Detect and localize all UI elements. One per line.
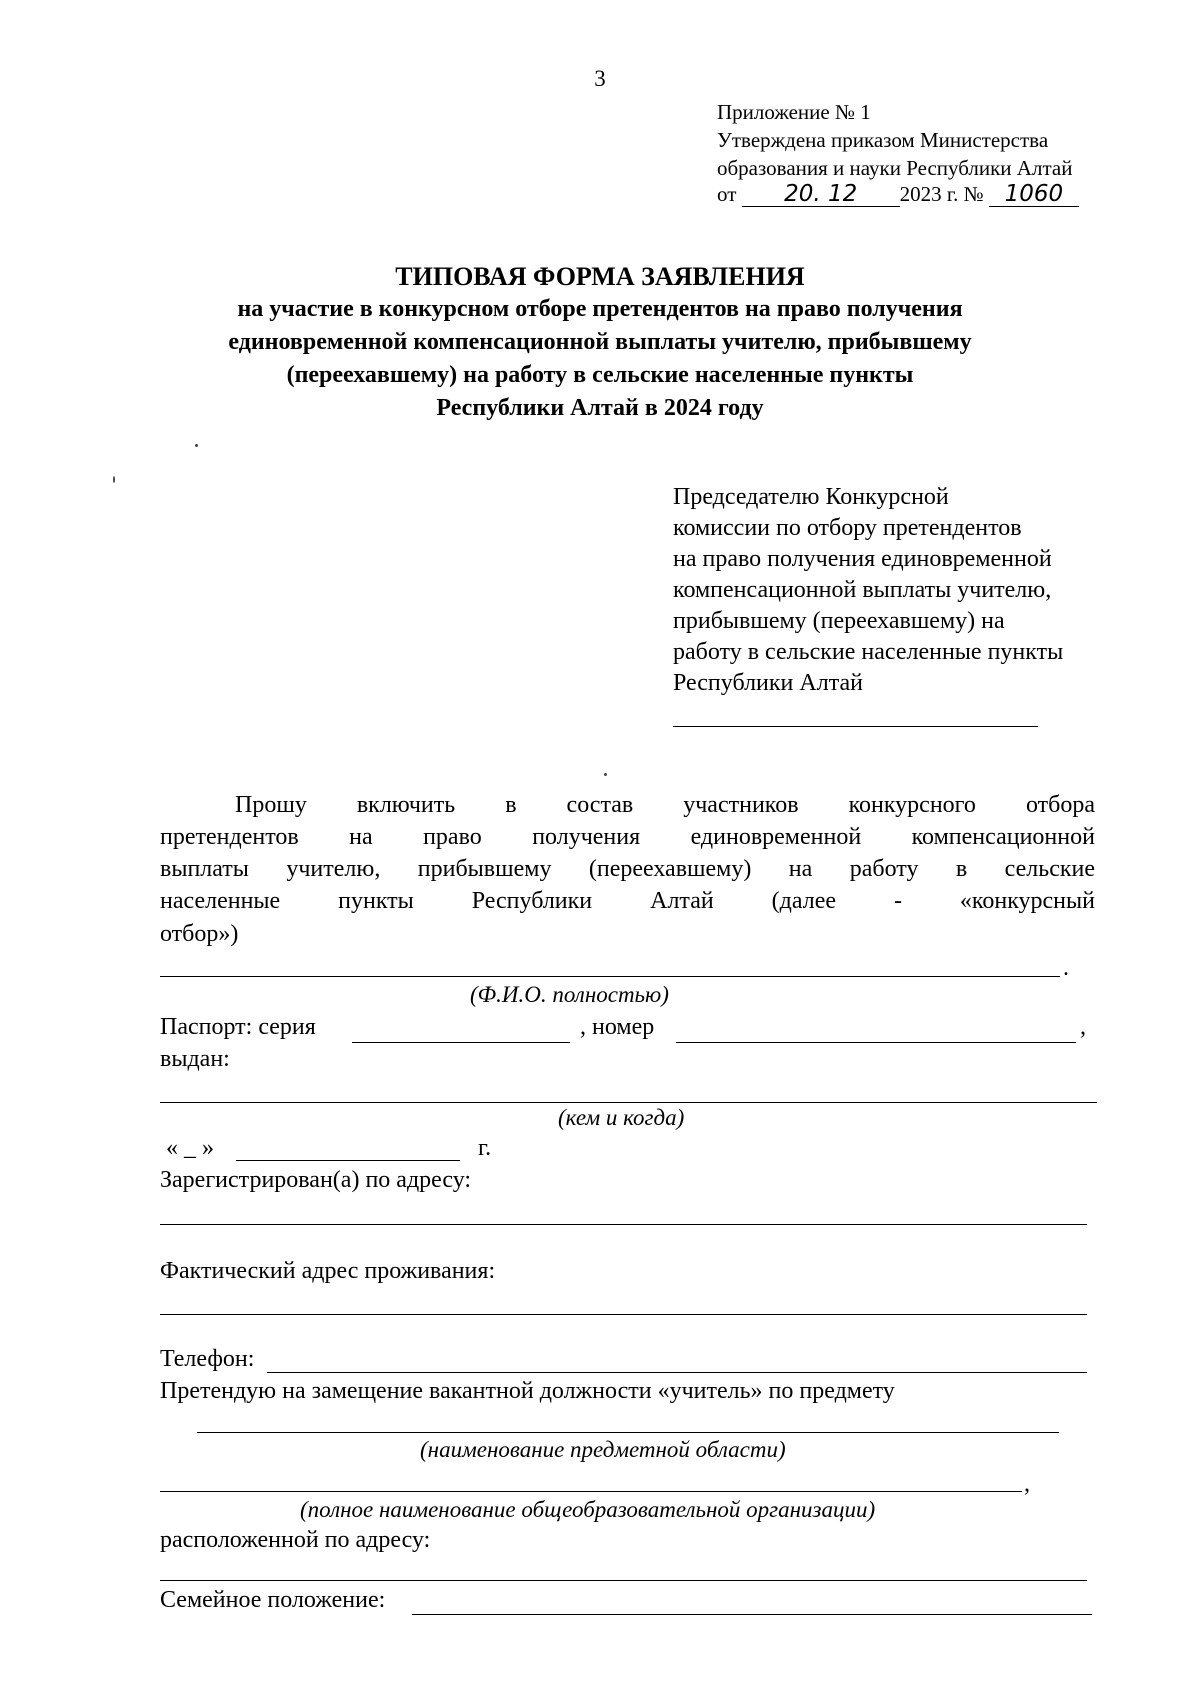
word: в bbox=[955, 856, 968, 882]
title-line-4: Республики Алтай в 2024 году bbox=[436, 395, 764, 421]
word: учителю, bbox=[286, 856, 381, 882]
word: право bbox=[423, 824, 482, 850]
family-status-label: Семейное положение: bbox=[160, 1587, 386, 1613]
word: единовременной bbox=[690, 824, 862, 850]
addressee-line: компенсационной выплаты учителю, bbox=[673, 577, 1052, 603]
addressee-line: прибывшему (переехавшему) на bbox=[673, 608, 1005, 634]
actual-address-field[interactable] bbox=[160, 1314, 1087, 1315]
document-title bbox=[0, 260, 1200, 425]
passport-comma: , bbox=[1080, 1014, 1086, 1040]
phone-label: Телефон: bbox=[160, 1346, 255, 1372]
passport-series-field[interactable] bbox=[352, 1042, 570, 1043]
scan-speck bbox=[195, 444, 198, 447]
handwritten-order-number: 1060 bbox=[989, 182, 1079, 207]
fio-period: . bbox=[1063, 955, 1069, 981]
organization-caption: (полное наименование общеобразовательной организации) bbox=[300, 1497, 876, 1522]
month-field[interactable] bbox=[236, 1160, 460, 1161]
title-line-2: единовременной компенсационной выплаты учителю, прибывшему bbox=[228, 329, 972, 355]
scan-speck bbox=[113, 476, 115, 483]
position-text: Претендую на замещение вакантной должности «учитель» по предмету bbox=[160, 1378, 895, 1404]
date-prefix: от bbox=[717, 182, 737, 206]
chairman-name-line[interactable] bbox=[673, 726, 1038, 727]
date-open-quote: « bbox=[166, 1135, 178, 1161]
fio-field[interactable] bbox=[160, 976, 1060, 977]
day-field[interactable]: _ bbox=[184, 1135, 196, 1161]
phone-field[interactable] bbox=[267, 1372, 1087, 1373]
word: пункты bbox=[338, 888, 414, 914]
word: сельские bbox=[1004, 856, 1095, 882]
word: прибывшему bbox=[417, 856, 552, 882]
addressee-line: на право получения единовременной bbox=[673, 546, 1052, 572]
issue-date-line bbox=[166, 1135, 214, 1162]
title-main: ТИПОВАЯ ФОРМА ЗАЯВЛЕНИЯ bbox=[395, 262, 805, 291]
addressee-line: комиссии по отбору претендентов bbox=[673, 515, 1022, 541]
addressee-line: Республики Алтай bbox=[673, 670, 863, 696]
word: на bbox=[788, 856, 813, 882]
word: населенные bbox=[160, 888, 281, 914]
request-line-3 bbox=[160, 856, 1095, 883]
word: «конкурсный bbox=[959, 888, 1095, 914]
word: участников bbox=[683, 792, 799, 818]
word: на bbox=[349, 824, 373, 850]
organization-comma: , bbox=[1024, 1471, 1030, 1497]
passport-number-label: , номер bbox=[580, 1014, 655, 1040]
word: конкурсного bbox=[848, 792, 976, 818]
request-line-5: отбор») bbox=[160, 921, 239, 947]
word: работу bbox=[849, 856, 919, 882]
addressee-line: работу в сельские населенные пункты bbox=[673, 639, 1064, 665]
actual-address-label: Фактический адрес проживания: bbox=[160, 1258, 496, 1284]
located-address-label: расположенной по адресу: bbox=[160, 1527, 431, 1553]
word: Прошу bbox=[235, 792, 307, 818]
appendix-date-line bbox=[717, 180, 1079, 208]
word: выплаты bbox=[160, 856, 249, 882]
word: компенсационной bbox=[911, 824, 1095, 850]
subject-caption: (наименование предметной области) bbox=[420, 1437, 786, 1462]
fio-caption: (Ф.И.О. полностью) bbox=[470, 982, 669, 1007]
word: в bbox=[505, 792, 517, 818]
date-close-quote: » bbox=[202, 1135, 214, 1161]
family-status-field[interactable] bbox=[412, 1614, 1092, 1615]
word: (далее bbox=[771, 888, 837, 914]
registered-address-field[interactable] bbox=[160, 1224, 1087, 1225]
page-number: 3 bbox=[594, 66, 606, 91]
addressee-line: Председателю Конкурсной bbox=[673, 484, 949, 510]
handwritten-date: 20. 12 bbox=[742, 182, 900, 207]
scan-speck bbox=[604, 773, 607, 776]
addressee-block bbox=[673, 482, 1063, 699]
word: - bbox=[893, 888, 902, 914]
issued-caption: (кем и когда) bbox=[558, 1105, 685, 1130]
registered-address-label: Зарегистрирован(а) по адресу: bbox=[160, 1167, 472, 1193]
passport-series-label: Паспорт: серия bbox=[160, 1014, 316, 1040]
title-line-1: на участие в конкурсном отборе претендентов на право получения bbox=[237, 296, 963, 322]
word: (переехавшему) bbox=[588, 856, 752, 882]
word: Алтай bbox=[650, 888, 714, 914]
appendix-line-3: образования и науки Республики Алтай bbox=[717, 156, 1073, 180]
request-line-4 bbox=[160, 888, 1095, 915]
appendix-line-1: Приложение № 1 bbox=[717, 100, 871, 124]
word: отбора bbox=[1025, 792, 1095, 818]
word: претендентов bbox=[160, 824, 299, 850]
issued-label: выдан: bbox=[160, 1046, 230, 1072]
word: включить bbox=[356, 792, 456, 818]
request-line-2 bbox=[160, 824, 1095, 851]
appendix-line-2: Утверждена приказом Министерства bbox=[717, 128, 1049, 152]
word: получения bbox=[532, 824, 641, 850]
word: состав bbox=[566, 792, 634, 818]
word: Республики bbox=[471, 888, 593, 914]
year-label: 2023 г. № bbox=[899, 182, 984, 206]
located-address-field[interactable] bbox=[160, 1580, 1087, 1581]
organization-field[interactable] bbox=[160, 1491, 1022, 1492]
request-line-1 bbox=[235, 792, 1095, 819]
year-suffix: г. bbox=[478, 1135, 492, 1161]
title-line-3: (переехавшему) на работу в сельские населенные пункты bbox=[286, 362, 914, 388]
subject-field[interactable] bbox=[197, 1432, 1059, 1433]
issued-by-field[interactable] bbox=[160, 1102, 1097, 1103]
passport-number-field[interactable] bbox=[676, 1042, 1076, 1043]
